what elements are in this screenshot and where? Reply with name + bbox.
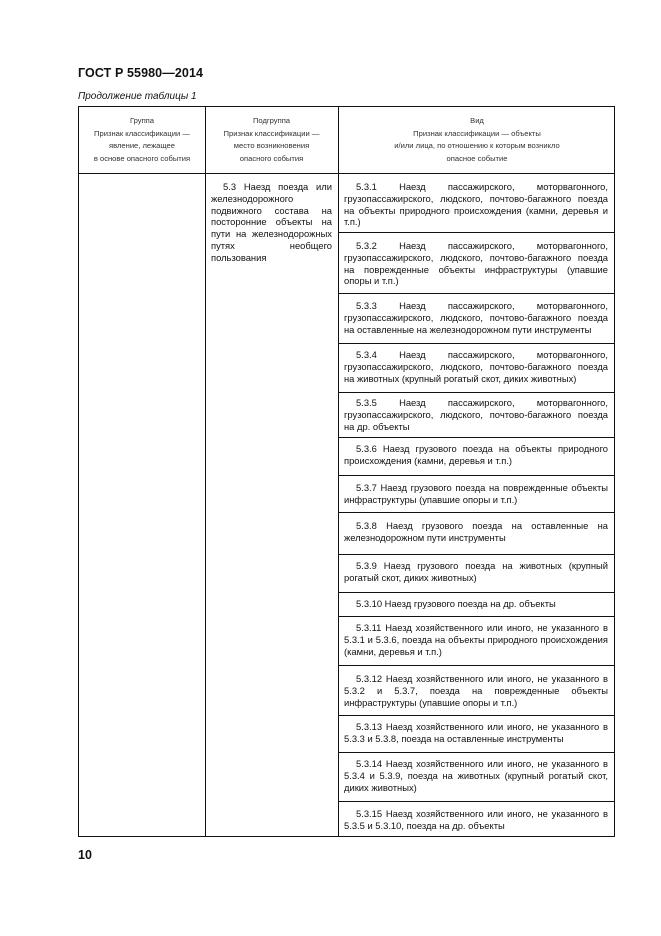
table-row: 5.3.7 Наезд грузового поезда на поврежденные объекты инфраструктуры (упавшие опоры и т.п.) — [344, 482, 608, 505]
header-line: Признак классификации — — [94, 128, 190, 138]
row-divider — [338, 392, 614, 393]
classification-table — [78, 106, 615, 837]
column-divider-group-subgroup — [205, 107, 206, 836]
row-divider — [338, 616, 614, 617]
table-row: 5.3.13 Наезд хозяйственного или иного, не указанного в 5.3.3 и 5.3.8, поезда на оставленные инструменты — [344, 721, 608, 744]
header-line: в основе опасного события — [93, 153, 191, 163]
row-divider — [338, 343, 614, 344]
subgroup-cell: 5.3 Наезд поезда или железнодорожного подвижного состава на посторонние объекты на пути на железнодорожных путях необщего пользования — [211, 181, 332, 263]
header-line: Признак классификации — — [223, 128, 320, 138]
table-row: 5.3.12 Наезд хозяйственного или иного, не указанного в 5.3.2 и 5.3.7, поезда на поврежденные объекты инфраструктуры (упавшие опоры и т.п.) — [344, 673, 608, 708]
row-divider — [338, 801, 614, 802]
row-divider — [338, 715, 614, 716]
column-divider-subgroup-type — [338, 107, 339, 836]
header-line: место возникновения — [233, 141, 310, 150]
page-number: 10 — [78, 848, 92, 862]
subgroup-column-header — [205, 115, 338, 165]
header-line: опасное событие — [446, 153, 508, 163]
table-row: 5.3.3 Наезд пассажирского, моторвагонного, грузопассажирского, людского, почтово-багажного поезда на оставленные на железнодорожном пути инструменты — [344, 300, 608, 335]
row-divider — [338, 293, 614, 294]
table-row: 5.3.4 Наезд пассажирского, моторвагонного, грузопассажирского, людского, почтово-багажного поезда на животных (крупный рогатый скот, диких животных) — [344, 349, 608, 384]
row-divider — [338, 752, 614, 753]
header-line: и/или лица, по отношению к которым возникло — [394, 141, 560, 150]
header-line: опасного события — [239, 153, 304, 163]
header-title: Вид — [470, 116, 484, 125]
header-title: Группа — [129, 116, 155, 125]
group-column-header — [79, 115, 205, 165]
row-divider — [338, 554, 614, 555]
row-divider — [338, 665, 614, 666]
header-line: Признак классификации — объекты — [413, 128, 541, 138]
table-row: 5.3.1 Наезд пассажирского, моторвагонного, грузопассажирского, людского, почтово-багажного поезда на объекты природного происхождения (камни, деревья и т.п.) — [344, 181, 608, 228]
row-divider — [338, 232, 614, 233]
row-divider — [338, 437, 614, 438]
header-bottom-border — [79, 173, 614, 174]
row-divider — [338, 512, 614, 513]
table-row: 5.3.9 Наезд грузового поезда на животных (крупный рогатый скот, диких животных) — [344, 560, 608, 583]
row-divider — [338, 475, 614, 476]
standard-designation: ГОСТ Р 55980—2014 — [78, 66, 204, 80]
table-row: 5.3.6 Наезд грузового поезда на объекты природного происхождения (камни, деревья и т.п.) — [344, 443, 608, 466]
table-row: 5.3.2 Наезд пассажирского, моторвагонного, грузопассажирского, людского, почтово-багажного поезда на поврежденные объекты инфраструктуры (упавшие опоры и т.п.) — [344, 240, 608, 287]
table-row: 5.3.10 Наезд грузового поезда на др. объекты — [356, 598, 556, 609]
header-title: Подгруппа — [252, 116, 291, 125]
type-column-header — [338, 115, 616, 165]
table-row: 5.3.5 Наезд пассажирского, моторвагонного, грузопассажирского, людского, почтово-багажного поезда на др. объекты — [344, 397, 608, 432]
table-row: 5.3.14 Наезд хозяйственного или иного, не указанного в 5.3.4 и 5.3.9, поезда на животных (крупный рогатый скот, диких животных) — [344, 758, 608, 793]
table-row: 5.3.8 Наезд грузового поезда на оставленные на железнодорожном пути инструменты — [344, 520, 608, 543]
table-row: 5.3.15 Наезд хозяйственного или иного, не указанного в 5.3.5 и 5.3.10, поезда на др. объекты — [344, 808, 608, 831]
table-continuation-caption: Продолжение таблицы 1 — [78, 91, 197, 102]
table-row: 5.3.11 Наезд хозяйственного или иного, не указанного в 5.3.1 и 5.3.6, поезда на объекты природного происхождения (камни, деревья и т.п.) — [344, 622, 608, 657]
row-divider — [338, 592, 614, 593]
header-line: явление, лежащее — [109, 141, 175, 150]
